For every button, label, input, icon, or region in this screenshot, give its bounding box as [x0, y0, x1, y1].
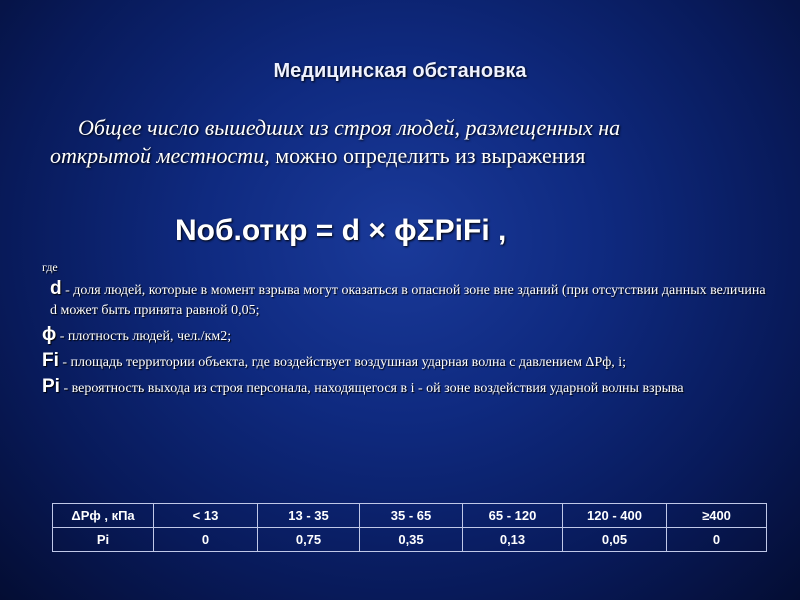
table-cell: ≥400	[667, 504, 767, 528]
definition-fi	[42, 351, 772, 373]
intro-line-1: Общее число вышедших из строя людей, размещенных на	[78, 115, 621, 140]
table-cell: 13 - 35	[258, 504, 360, 528]
definition-text: - вероятность выхода из строя персонала, находящегося в i - ой зоне воздействия ударной волны взрыва	[59, 381, 684, 396]
intro-line-2	[50, 142, 770, 170]
definitions	[42, 257, 772, 403]
where-label: где	[42, 260, 58, 274]
definition-symbol: Pi	[42, 376, 60, 397]
definition-text: - площадь территории объекта, где воздействует воздушная ударная волна с давлением ΔPф, i;	[58, 355, 627, 370]
definition-phi	[42, 325, 772, 347]
table-cell: 120 - 400	[563, 504, 667, 528]
table-cell: 0	[154, 528, 258, 552]
definition-symbol: ϕ	[42, 324, 57, 345]
table-row	[53, 528, 767, 552]
table-cell: 65 - 120	[463, 504, 563, 528]
definition-d	[42, 279, 772, 321]
table-cell: 0,35	[360, 528, 463, 552]
table-cell: 0,75	[258, 528, 360, 552]
table-cell: Pi	[53, 528, 154, 552]
table-cell: 0	[667, 528, 767, 552]
definition-text: - плотность людей, чел./км2;	[56, 329, 232, 344]
definition-symbol: Fi	[42, 350, 59, 371]
intro-line-2-italic: открытой местности,	[50, 143, 270, 168]
table-cell: 0,05	[563, 528, 667, 552]
definition-text: - доля людей, которые в момент взрыва могут оказаться в опасной зоне вне зданий (при отсутствии данных величина d может быть принята равной 0,05;	[50, 283, 766, 318]
pressure-probability-table	[52, 503, 767, 552]
intro-line-2-rest: можно определить из выражения	[269, 143, 586, 168]
table-cell: 0,13	[463, 528, 563, 552]
table-header-row	[53, 504, 767, 528]
table-cell: < 13	[154, 504, 258, 528]
table-cell: 35 - 65	[360, 504, 463, 528]
definition-symbol: d	[50, 278, 62, 299]
slide-title: Медицинская обстановка	[273, 60, 527, 82]
intro-text	[50, 114, 770, 170]
formula: Nоб.откр = d × ϕΣPiFi ,	[175, 214, 507, 247]
definition-pi	[42, 377, 772, 399]
table-cell: ΔPф , кПа	[53, 504, 154, 528]
